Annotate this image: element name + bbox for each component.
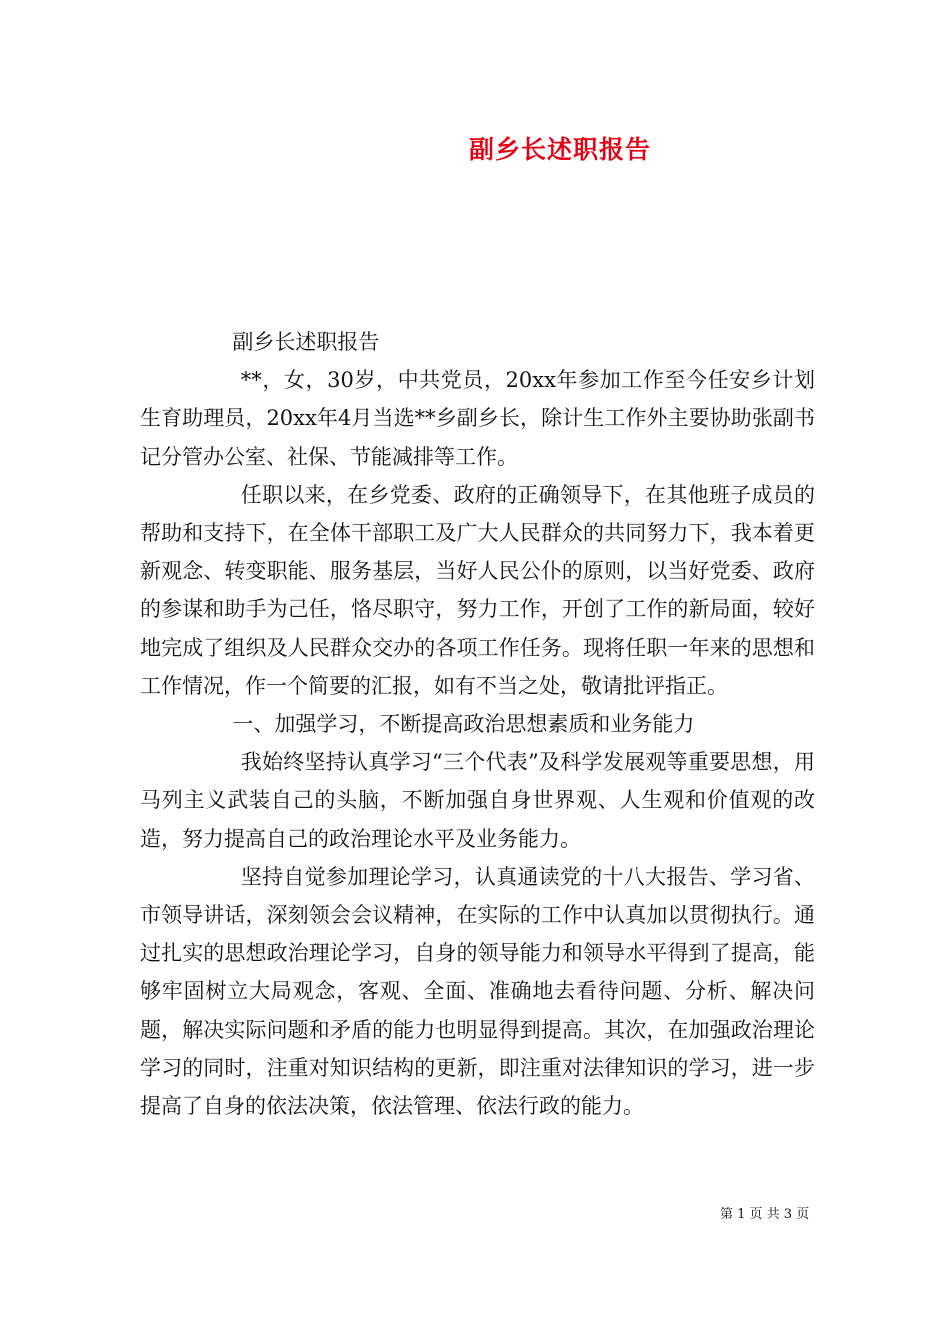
paragraph-introduction: 任职以来，在乡党委、政府的正确领导下，在其他班子成员的帮助和支持下，在全体干部职工及广大人民群众的共同努力下，我本着更新观念、转变职能、服务基层，当好人民公仆的原则，以当好党委、政府的参谋和助手为己任，恪尽职守，努力工作，开创了工作的新局面，较好地完成了组织及人民群众交办的各项工作任务。现将任职一年来的思想和工作情况，作一个简要的汇报，如有不当之处，敬请批评指正。 [140,482,815,698]
paragraph-profile: **，女，30岁，中共党员，20xx年参加工作至今任安乡计划生育助理员，20xx年4月当选**乡副乡长，除计生工作外主要协助张副书记分管办公室、社保、节能减排等工作。 [140,368,815,469]
report-heading: 副乡长述职报告 [232,330,380,354]
page-number: 第 1 页 共 3 页 [720,1207,810,1222]
paragraph-theory: 坚持自觉参加理论学习，认真通读党的十八大报告、学习省、市领导讲话，深刻领会会议精神，在实际的工作中认真加以贯彻执行。通过扎实的思想政治理论学习，自身的领导能力和领导水平得到了提高，能够牢固树立大局观念，客观、全面、准确地去看待问题、分析、解决问题，解决实际问题和矛盾的能力也明显得到提高。其次，在加强政治理论学习的同时，注重对知识结构的更新，即注重对法律知识的学习，进一步提高了自身的依法决策，依法管理、依法行政的能力。 [140,864,815,1119]
page-title: 副乡长述职报告 [468,135,651,164]
document-body [140,323,815,1125]
paragraph-study: 我始终坚持认真学习“三个代表”及科学发展观等重要思想，用马列主义武装自己的头脑，不断加强自身世界观、人生观和价值观的改造，努力提高自己的政治理论水平及业务能力。 [140,750,815,851]
section-heading-1: 一、加强学习，不断提高政治思想素质和业务能力 [232,712,695,737]
